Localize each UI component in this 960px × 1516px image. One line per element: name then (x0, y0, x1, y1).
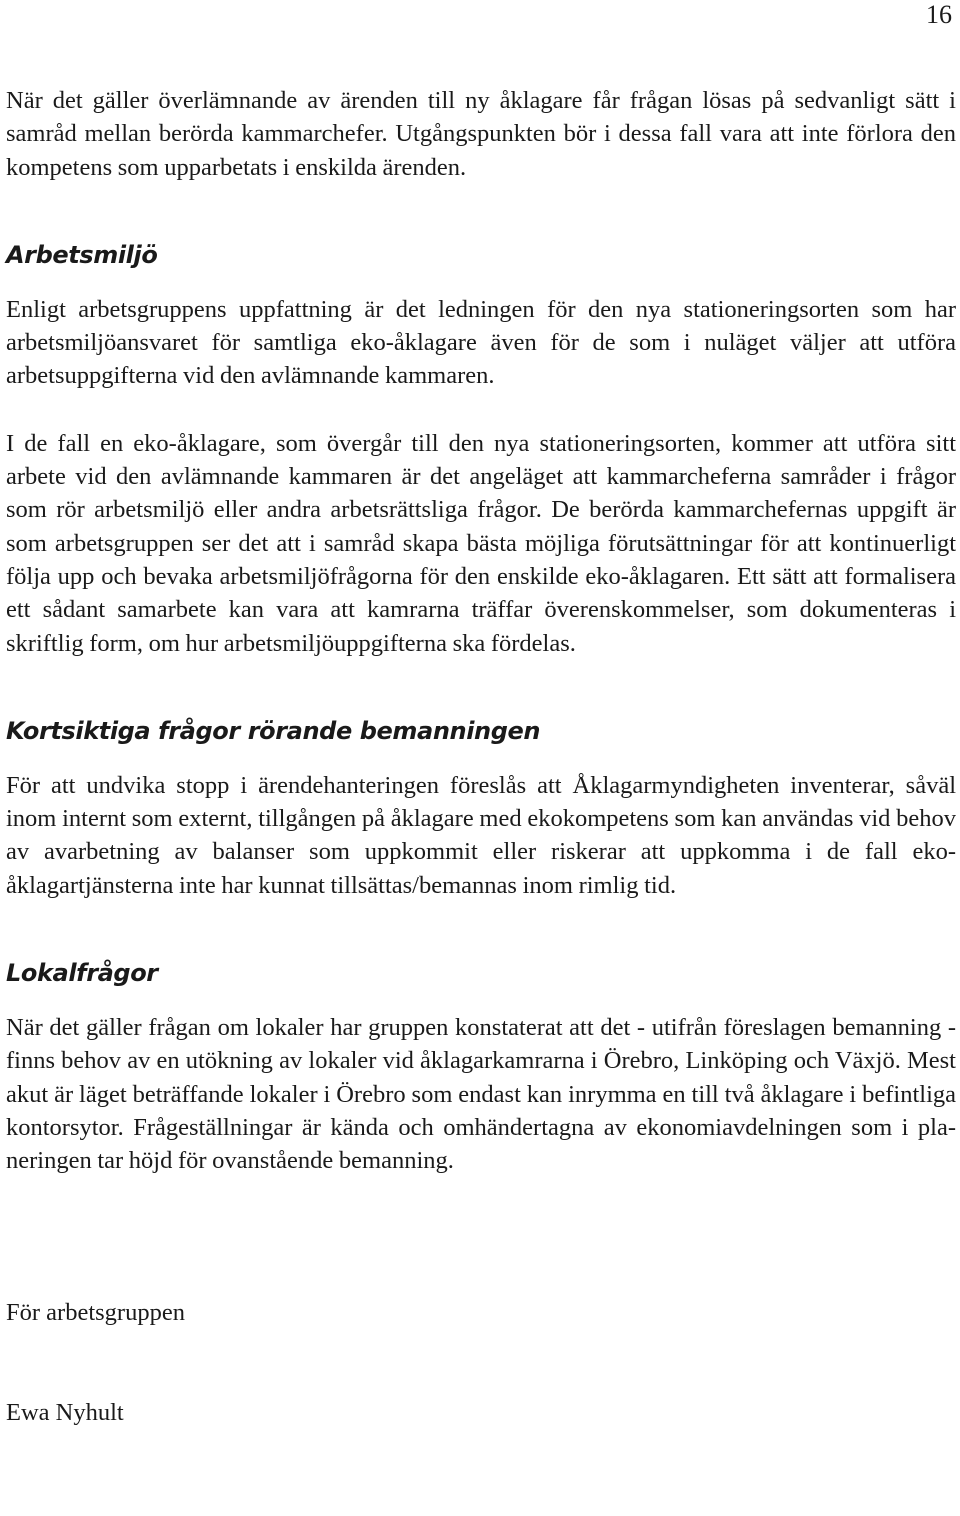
heading-lokalfragor: Lokalfrågor (6, 959, 158, 988)
arbetsmiljo-paragraph-1: Enligt arbetsgruppens uppfattning är det ledningen för den nya stationeringsorten som har arbetsmiljöansvaret för samtliga eko-åklagare även för de som i nuläget väljer att utföra arbetsuppgifterna vid den avlämnande kammaren. (6, 295, 956, 390)
arbetsmiljo-paragraph-2: I de fall en eko-åklagare, som övergår till den nya stationeringsorten, kommer att utföra sitt arbete vid den avlämnande kammaren är det angeläget att kammarcheferna samråder i frågor som rör arbetsmiljö eller andra arbetsrättsliga frågor. De berörda kammarchefernas uppgift är som arbetsgruppen ser det att i samråd skapa bästa möjliga förutsättningar för att kontinuerligt följa upp och bevaka arbetsmiljöfrågorna för den enskilde eko-åklagaren. Ett sätt att formalisera ett sådant samarbete kan vara att kamrarna träffar överenskommelser, som dokumenteras i skriftlig form, om hur arbetsmiljöuppgifterna ska fördelas. (6, 429, 956, 657)
kortsiktiga-fragor-paragraph: För att undvika stopp i ärendehanteringen föreslås att Åklagarmyndigheten inventerar, såväl inom internt som externt, tillgången på åklagare med ekokompetens som kan användas vid behov av avarbetning av balanser som uppkommit eller riskerar att uppkomma i de fall eko-åklagartjänsterna inte har kunnat tillsättas/bemannas inom rimlig tid. (6, 771, 956, 899)
document-body (6, 84, 956, 1429)
signatory-name: Ewa Nyhult (6, 1398, 124, 1426)
heading-arbetsmiljo: Arbetsmiljö (6, 240, 158, 269)
intro-paragraph: När det gäller överlämnande av ärenden till ny åklagare får frågan lösas på sedvanligt sätt i samråd mellan berörda kammarchefer. Utgångspunkten bör i dessa fall vara att inte förlora den kompetens som upparbetats i enskilda ärenden. (6, 87, 956, 181)
lokalfragor-paragraph: När det gäller frågan om lokaler har gruppen konstaterat att det - utifrån föreslagen bemanning - finns behov av en utökning av lokaler vid åklagarkamrarna i Örebro, Linköping och Växjö. Mest akut är läget beträffande lokaler i Örebro som endast kan inrymma en till två åklagare i befintliga kontorsytor. Frågeställningar är kända och omhändertagna av ekonomiavdelningen som i planeringen tar höjd för ovanstående bemanning. (6, 1014, 956, 1175)
page-number: 16 (926, 0, 952, 29)
heading-kortsiktiga-fragor: Kortsiktiga frågor rörande bemanningen (6, 716, 541, 745)
signoff: För arbetsgruppen (6, 1298, 185, 1326)
